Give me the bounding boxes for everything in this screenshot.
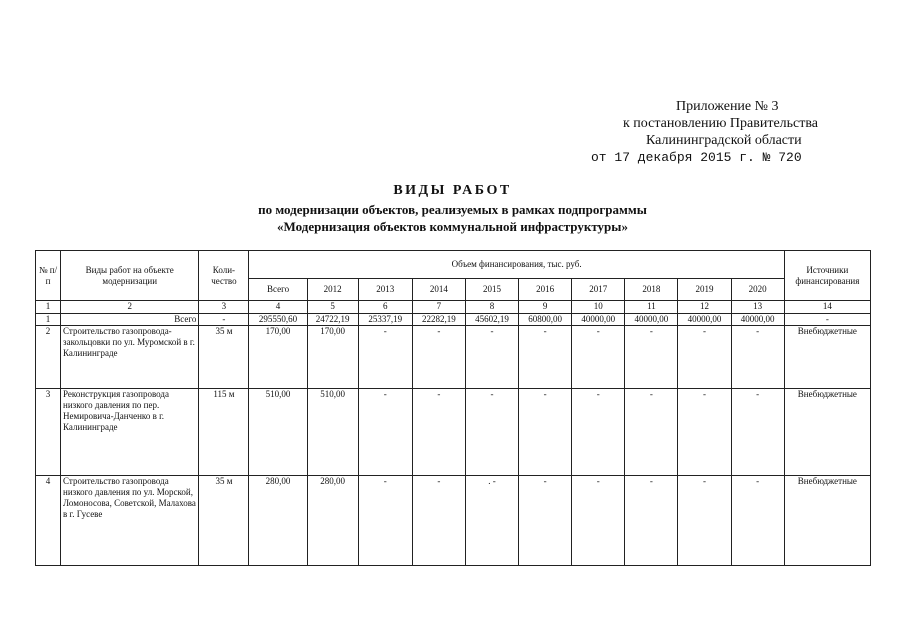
column-number: 13	[731, 301, 784, 313]
header-funding: Объем финансирования, тыс. руб.	[249, 251, 784, 279]
total-year-value: 22282,19	[412, 313, 465, 325]
row-num: 3	[36, 388, 61, 476]
total-year-value: 40000,00	[625, 313, 678, 325]
row-year-value: -	[572, 388, 625, 476]
total-label: Всего	[61, 313, 199, 325]
row-year-value: -	[412, 388, 465, 476]
total-year-value: 40000,00	[572, 313, 625, 325]
total-year-value: 45602,19	[465, 313, 518, 325]
column-number-row	[36, 301, 871, 313]
total-qty: -	[199, 313, 249, 325]
header-year: 2012	[307, 278, 358, 301]
column-number: 8	[465, 301, 518, 313]
header-num: № п/п	[36, 251, 61, 301]
total-year-value: 24722,19	[307, 313, 358, 325]
row-num: 2	[36, 326, 61, 389]
column-number: 9	[519, 301, 572, 313]
row-year-value: -	[625, 326, 678, 389]
row-year-value: -	[731, 388, 784, 476]
row-year-value: 510,00	[307, 388, 358, 476]
row-qty: 35 м	[199, 476, 249, 566]
header-year: 2013	[358, 278, 412, 301]
row-source: Внебюджетные	[784, 326, 870, 389]
header-year: 2014	[412, 278, 465, 301]
appendix-line-3: Калининградской области	[646, 133, 802, 148]
document-subtitle-1: по модернизации объектов, реализуемых в рамках подпрограммы	[258, 202, 647, 217]
column-number: 6	[358, 301, 412, 313]
total-sum: 295550,60	[249, 313, 307, 325]
header-row-1	[36, 251, 871, 279]
header-year: 2019	[678, 278, 731, 301]
column-number: 4	[249, 301, 307, 313]
header-year: 2020	[731, 278, 784, 301]
row-year-value: -	[358, 388, 412, 476]
row-qty: 35 м	[199, 326, 249, 389]
row-year-value: -	[678, 326, 731, 389]
table-row	[36, 388, 871, 476]
row-year-value: -	[412, 326, 465, 389]
row-year-value: 280,00	[307, 476, 358, 566]
row-year-value: -	[519, 326, 572, 389]
row-year-value: -	[465, 326, 518, 389]
header-year: 2018	[625, 278, 678, 301]
header-sources: Источники финансирования	[784, 251, 870, 301]
document-title: ВИДЫ РАБОТ	[393, 183, 512, 198]
row-source: Внебюджетные	[784, 476, 870, 566]
total-year-value: 60800,00	[519, 313, 572, 325]
row-work: Строительство газопровода-закольцовки по ул. Муромской в г. Калининграде	[61, 326, 199, 389]
column-number: 11	[625, 301, 678, 313]
column-number: 1	[36, 301, 61, 313]
column-number: 3	[199, 301, 249, 313]
row-year-value: -	[625, 476, 678, 566]
row-year-value: -	[678, 388, 731, 476]
header-qty: Коли-чество	[199, 251, 249, 301]
total-num: 1	[36, 313, 61, 325]
column-number: 2	[61, 301, 199, 313]
column-number: 7	[412, 301, 465, 313]
row-year-value: -	[625, 388, 678, 476]
appendix-line-4: от 17 декабря 2015 г. № 720	[591, 150, 802, 165]
column-number: 5	[307, 301, 358, 313]
row-year-value: -	[519, 388, 572, 476]
total-year-value: 40000,00	[678, 313, 731, 325]
row-year-value: 170,00	[307, 326, 358, 389]
total-year-value: 25337,19	[358, 313, 412, 325]
total-year-value: 40000,00	[731, 313, 784, 325]
header-year: 2016	[519, 278, 572, 301]
row-num: 4	[36, 476, 61, 566]
row-year-value: -	[731, 476, 784, 566]
header-work: Виды работ на объекте модернизации	[61, 251, 199, 301]
row-total: 280,00	[249, 476, 307, 566]
header-year: 2017	[572, 278, 625, 301]
appendix-line-1: Приложение № 3	[676, 99, 779, 114]
row-year-value: -	[465, 388, 518, 476]
row-year-value: -	[731, 326, 784, 389]
row-total: 170,00	[249, 326, 307, 389]
table-row	[36, 326, 871, 389]
row-work: Строительство газопровода низкого давления по ул. Морской, Ломоносова, Советской, Малахова в г. Гусеве	[61, 476, 199, 566]
row-year-value: -	[572, 326, 625, 389]
row-year-value: -	[412, 476, 465, 566]
row-source: Внебюджетные	[784, 388, 870, 476]
total-row	[36, 313, 871, 325]
column-number: 10	[572, 301, 625, 313]
header-total: Всего	[249, 278, 307, 301]
column-number: 14	[784, 301, 870, 313]
row-year-value: -	[519, 476, 572, 566]
header-year: 2015	[465, 278, 518, 301]
row-total: 510,00	[249, 388, 307, 476]
row-year-value: -	[358, 476, 412, 566]
document-subtitle-2: «Модернизация объектов коммунальной инфраструктуры»	[277, 219, 628, 234]
row-year-value: -	[572, 476, 625, 566]
table-row	[36, 476, 871, 566]
row-work: Реконструкция газопровода низкого давления по пер. Немировича-Данченко в г. Калининграде	[61, 388, 199, 476]
row-qty: 115 м	[199, 388, 249, 476]
row-year-value: . -	[465, 476, 518, 566]
works-table	[35, 250, 871, 566]
total-source: -	[784, 313, 870, 325]
column-number: 12	[678, 301, 731, 313]
row-year-value: -	[358, 326, 412, 389]
appendix-line-2: к постановлению Правительства	[623, 116, 819, 131]
row-year-value: -	[678, 476, 731, 566]
